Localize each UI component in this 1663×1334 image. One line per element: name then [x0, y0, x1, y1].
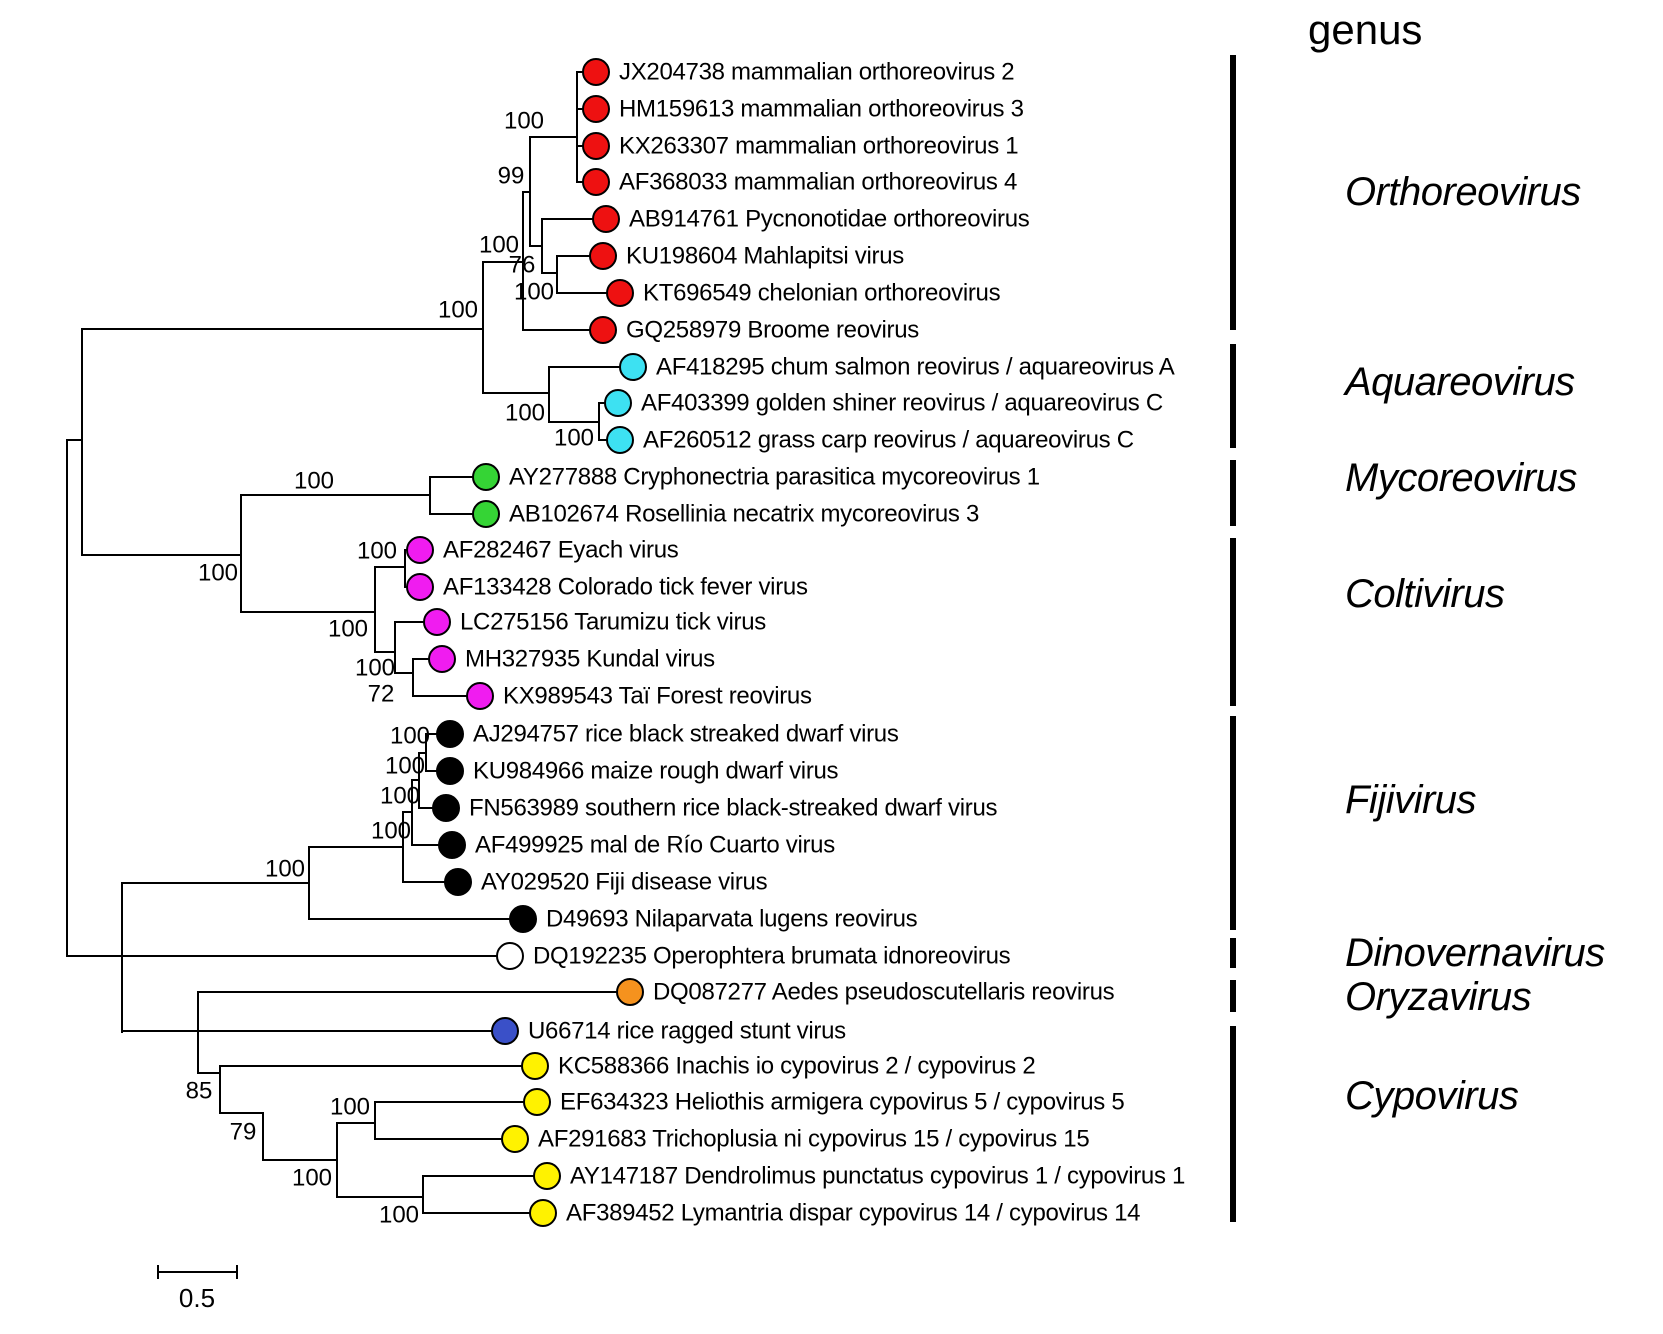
- taxon-label: AF499925 mal de Río Cuarto virus: [475, 831, 835, 859]
- yellow-taxon-circle: [524, 1089, 550, 1115]
- black-taxon-circle: [437, 721, 463, 747]
- yellow-taxon-circle: [530, 1200, 556, 1226]
- taxon-label: EF634323 Heliothis armigera cypovirus 5 / cypovirus 5: [560, 1088, 1125, 1116]
- taxon-label: JX204738 mammalian orthoreovirus 2: [619, 58, 1015, 86]
- support-value: 79: [229, 1118, 257, 1146]
- support-value: 85: [185, 1077, 213, 1105]
- taxon-label: MH327935 Kundal virus: [465, 645, 715, 673]
- scale-bar-label: 0.5: [178, 1283, 216, 1313]
- scale-bar: [158, 1265, 237, 1313]
- taxon-label: FN563989 southern rice black-streaked dwarf virus: [469, 794, 998, 822]
- support-value: 100: [478, 231, 520, 259]
- orange-taxon-circle: [617, 979, 643, 1005]
- taxon-label: KU984966 maize rough dwarf virus: [473, 757, 839, 785]
- black-taxon-circle: [510, 906, 536, 932]
- taxon-label: AF389452 Lymantria dispar cypovirus 14 / cypovirus 14: [566, 1199, 1141, 1227]
- cyan-taxon-circle: [607, 427, 633, 453]
- taxon-label: AY147187 Dendrolimus punctatus cypovirus 1 / cypovirus 1: [570, 1162, 1186, 1190]
- support-value: 100: [327, 615, 369, 643]
- taxon-label: AF282467 Eyach virus: [443, 536, 679, 564]
- support-value: 100: [354, 654, 396, 682]
- red-taxon-circle: [583, 96, 609, 122]
- support-value: 100: [291, 1164, 333, 1192]
- support-value: 100: [379, 782, 421, 810]
- taxon-label: AF133428 Colorado tick fever virus: [443, 573, 808, 601]
- taxon-label: AF260512 grass carp reovirus / aquareovirus C: [643, 426, 1134, 454]
- support-value: 100: [513, 278, 555, 306]
- taxon-label: AY029520 Fiji disease virus: [481, 868, 768, 896]
- support-value: 100: [504, 399, 546, 427]
- taxon-label: D49693 Nilaparvata lugens reovirus: [546, 905, 918, 933]
- genus-label: Cypovirus: [1345, 1074, 1519, 1118]
- genus-label: Dinovernavirus: [1345, 931, 1605, 975]
- genus-label: Orthoreovirus: [1345, 170, 1581, 214]
- genus-label: Coltivirus: [1345, 572, 1505, 616]
- cyan-taxon-circle: [620, 354, 646, 380]
- taxon-label: AF418295 chum salmon reovirus / aquareovirus A: [656, 353, 1175, 381]
- magenta-taxon-circle: [429, 646, 455, 672]
- taxon-label: LC275156 Tarumizu tick virus: [460, 608, 766, 636]
- taxon-label: KT696549 chelonian orthoreovirus: [643, 279, 1001, 307]
- yellow-taxon-circle: [534, 1163, 560, 1189]
- support-value: 100: [437, 296, 479, 324]
- green-taxon-circle: [473, 464, 499, 490]
- yellow-taxon-circle: [522, 1053, 548, 1079]
- white-taxon-circle: [497, 943, 523, 969]
- support-value: 100: [384, 752, 426, 780]
- taxon-label: HM159613 mammalian orthoreovirus 3: [619, 95, 1024, 123]
- support-value: 76: [508, 251, 536, 279]
- support-value: 72: [367, 680, 395, 708]
- support-value: 100: [197, 559, 239, 587]
- red-taxon-circle: [583, 59, 609, 85]
- red-taxon-circle: [583, 133, 609, 159]
- taxon-label: AJ294757 rice black streaked dwarf virus: [473, 720, 899, 748]
- taxon-label: DQ192235 Operophtera brumata idnoreovirus: [533, 942, 1011, 970]
- taxon-label: AF403399 golden shiner reovirus / aquareovirus C: [641, 389, 1163, 417]
- genus-column-title: genus: [1308, 6, 1423, 53]
- support-value: 100: [378, 1201, 420, 1229]
- taxon-label: AY277888 Cryphonectria parasitica mycoreovirus 1: [509, 463, 1040, 491]
- red-taxon-circle: [590, 243, 616, 269]
- support-value: 100: [356, 537, 398, 565]
- taxon-label: KX989543 Taï Forest reovirus: [503, 682, 812, 710]
- support-value: 100: [293, 467, 335, 495]
- black-taxon-circle: [433, 795, 459, 821]
- genus-label: Aquareovirus: [1345, 360, 1575, 404]
- red-taxon-circle: [583, 169, 609, 195]
- taxon-label: DQ087277 Aedes pseudoscutellaris reovirus: [653, 978, 1115, 1006]
- black-taxon-circle: [437, 758, 463, 784]
- black-taxon-circle: [439, 832, 465, 858]
- genus-label: Mycoreovirus: [1345, 456, 1577, 500]
- magenta-taxon-circle: [407, 574, 433, 600]
- magenta-taxon-circle: [407, 537, 433, 563]
- genus-label: Oryzavirus: [1345, 975, 1532, 1019]
- genus-label: Fijivirus: [1345, 778, 1477, 822]
- taxon-label: AB914761 Pycnonotidae orthoreovirus: [629, 205, 1030, 233]
- taxon-label: KU198604 Mahlapitsi virus: [626, 242, 904, 270]
- black-taxon-circle: [445, 869, 471, 895]
- taxon-label: GQ258979 Broome reovirus: [626, 316, 919, 344]
- magenta-taxon-circle: [467, 683, 493, 709]
- support-value: 100: [389, 722, 431, 750]
- taxon-label: AB102674 Rosellinia necatrix mycoreovirus 3: [509, 500, 980, 528]
- taxon-label: KX263307 mammalian orthoreovirus 1: [619, 132, 1019, 160]
- taxon-label: U66714 rice ragged stunt virus: [528, 1017, 846, 1045]
- red-taxon-circle: [590, 317, 616, 343]
- blue-taxon-circle: [492, 1018, 518, 1044]
- taxon-label: AF291683 Trichoplusia ni cypovirus 15 / cypovirus 15: [538, 1125, 1090, 1153]
- cyan-taxon-circle: [605, 390, 631, 416]
- support-value: 100: [264, 855, 306, 883]
- red-taxon-circle: [593, 206, 619, 232]
- taxon-label: AF368033 mammalian orthoreovirus 4: [619, 168, 1017, 196]
- support-value: 99: [497, 162, 525, 190]
- magenta-taxon-circle: [424, 609, 450, 635]
- red-taxon-circle: [607, 280, 633, 306]
- yellow-taxon-circle: [502, 1126, 528, 1152]
- green-taxon-circle: [473, 501, 499, 527]
- taxon-label: KC588366 Inachis io cypovirus 2 / cypovirus 2: [558, 1052, 1036, 1080]
- genus-brackets: [1233, 55, 1605, 1222]
- support-value: 100: [503, 107, 545, 135]
- support-value: 100: [553, 424, 595, 452]
- support-value: 100: [370, 817, 412, 845]
- support-value: 100: [329, 1093, 371, 1121]
